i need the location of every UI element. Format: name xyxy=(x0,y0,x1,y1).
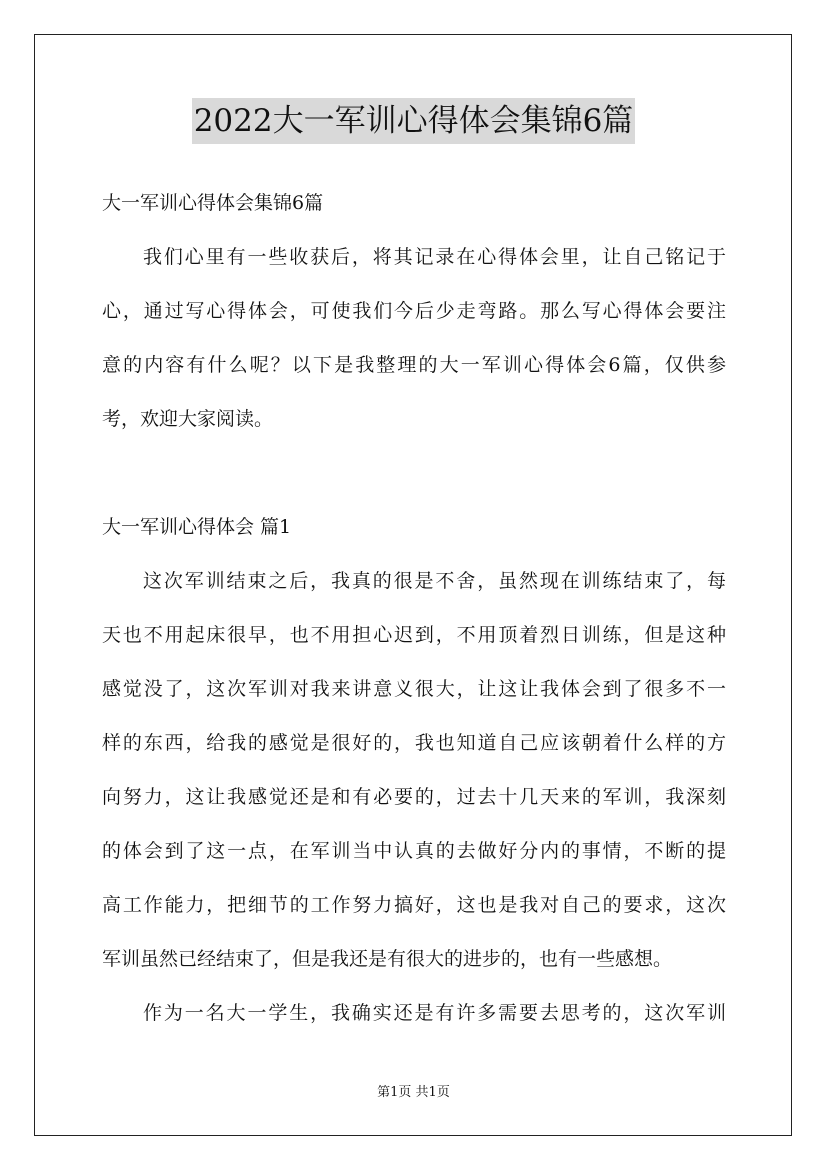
intro-line: 考，欢迎大家阅读。 xyxy=(102,408,274,430)
section-heading: 大一军训心得体会 篇1 xyxy=(102,516,292,538)
body2-line: 作为一名大一学生，我确实还是有许多需要去思考的，这次军训 xyxy=(143,1002,726,1024)
intro-line: 我们心里有一些收获后，将其记录在心得体会里，让自己铭记于 xyxy=(143,246,726,268)
body-line: 这次军训结束之后，我真的很是不舍，虽然现在训练结束了，每 xyxy=(143,570,726,592)
body-line: 高工作能力，把细节的工作努力搞好，这也是我对自己的要求，这次 xyxy=(102,894,726,916)
body-line: 向努力，这让我感觉还是和有必要的，过去十几天来的军训，我深刻 xyxy=(102,786,726,808)
paragraph-gap xyxy=(102,446,726,500)
page-footer: 第1页 共1页 xyxy=(377,1085,450,1100)
document-subtitle: 大一军训心得体会集锦6篇 xyxy=(102,192,324,214)
intro-line: 意的内容有什么呢？以下是我整理的大一军训心得体会6篇，仅供参 xyxy=(102,354,726,376)
body-line: 天也不用起床很早，也不用担心迟到，不用顶着烈日训练，但是这种 xyxy=(102,624,726,646)
document-title: 2022大一军训心得体会集锦6篇 xyxy=(192,98,636,144)
document-body xyxy=(102,176,726,1040)
body-line: 的体会到了这一点，在军训当中认真的去做好分内的事情，不断的提 xyxy=(102,840,726,862)
body-line: 样的东西，给我的感觉是很好的，我也知道自己应该朝着什么样的方 xyxy=(102,732,726,754)
title-wrap xyxy=(0,98,827,144)
body-line: 感觉没了，这次军训对我来讲意义很大，让这让我体会到了很多不一 xyxy=(102,678,726,700)
body-line: 军训虽然已经结束了，但是我还是有很大的进步的，也有一些感想。 xyxy=(102,948,673,970)
intro-line: 心，通过写心得体会，可使我们今后少走弯路。那么写心得体会要注 xyxy=(102,300,726,322)
